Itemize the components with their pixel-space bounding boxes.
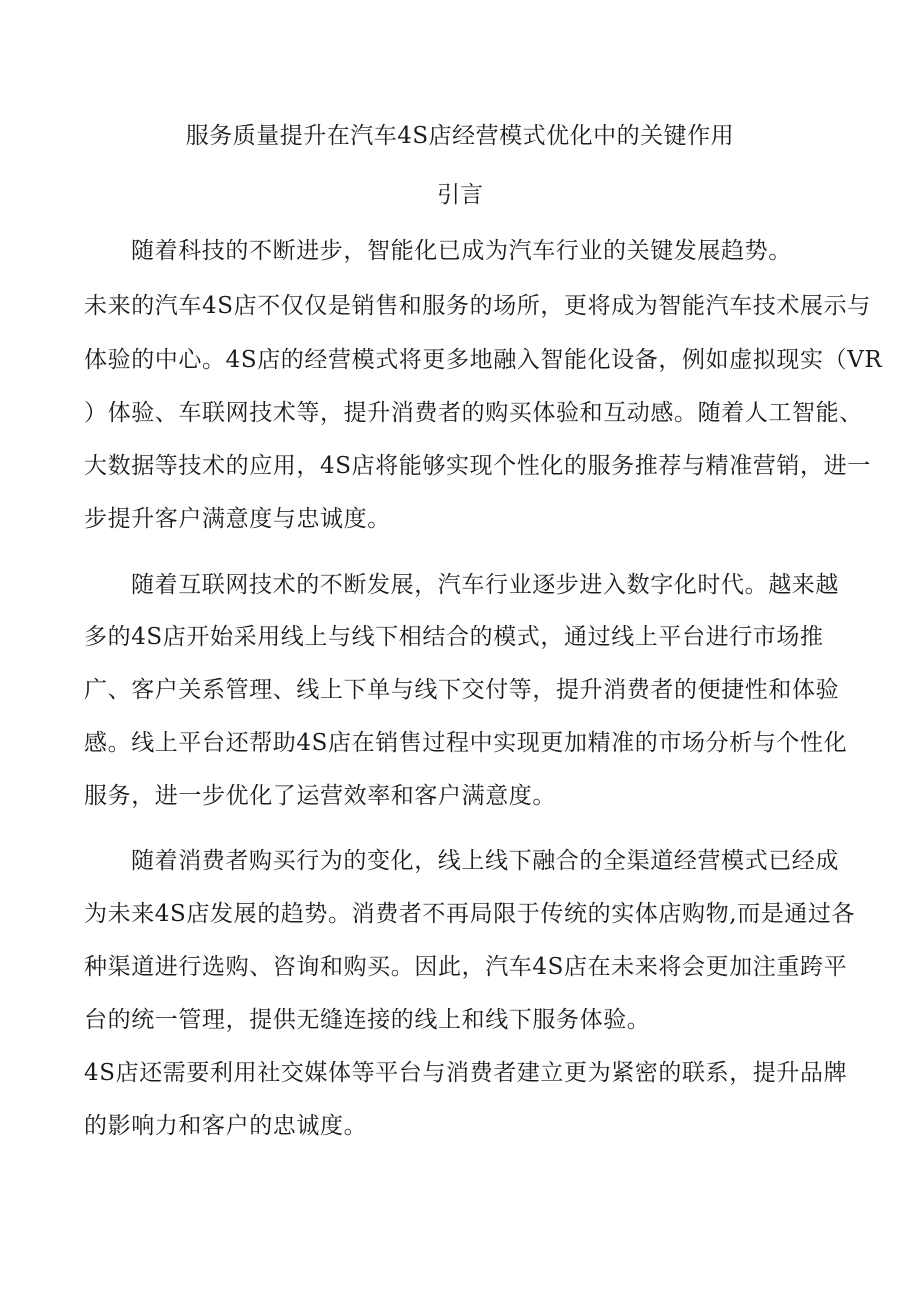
paragraph-line: 4S店还需要利用社交媒体等平台与消费者建立更为紧密的联系，提升品牌 <box>84 1060 848 1086</box>
document-title: 服务质量提升在汽车4S店经营模式优化中的关键作用 <box>185 123 735 149</box>
section-heading: 引言 <box>437 182 483 208</box>
paragraph-line: 大数据等技术的应用，4S店将能够实现个性化的服务推荐与精准营销，进一 <box>84 453 871 479</box>
paragraph-line: 多的4S店开始采用线上与线下相结合的模式，通过线上平台进行市场推 <box>84 624 824 650</box>
paragraph-line: 广、客户关系管理、线上下单与线下交付等，提升消费者的便捷性和体验 <box>84 677 840 703</box>
paragraph-line: 服务，进一步优化了运营效率和客户满意度。 <box>84 783 556 809</box>
paragraph-line: 随着科技的不断进步，智能化已成为汽车行业的关键发展趋势。 <box>131 238 792 264</box>
paragraph-line: 的影响力和客户的忠诚度。 <box>84 1113 368 1139</box>
paragraph-line: 步提升客户满意度与忠诚度。 <box>84 506 391 532</box>
paragraph-line: 为未来4S店发展的趋势。消费者不再局限于传统的实体店购物,而是通过各 <box>84 901 856 927</box>
paragraph-line: 感。线上平台还帮助4S店在销售过程中实现更加精准的市场分析与个性化 <box>84 730 848 756</box>
paragraph-line: 台的统一管理，提供无缝连接的线上和线下服务体验。 <box>84 1007 651 1033</box>
paragraph-line: 随着消费者购买行为的变化，线上线下融合的全渠道经营模式已经成 <box>131 848 839 874</box>
paragraph-line: 未来的汽车4S店不仅仅是销售和服务的场所，更将成为智能汽车技术展示与 <box>84 293 871 319</box>
paragraph-line: ）体验、车联网技术等，提升消费者的购买体验和互动感。随着人工智能、 <box>84 400 863 426</box>
paragraph-line: 随着互联网技术的不断发展，汽车行业逐步进入数字化时代。越来越 <box>131 572 839 598</box>
paragraph-line: 体验的中心。4S店的经营模式将更多地融入智能化设备，例如虚拟现实（VR <box>84 347 883 373</box>
paragraph-line: 种渠道进行选购、咨询和购买。因此，汽车4S店在未来将会更加注重跨平 <box>84 954 848 980</box>
